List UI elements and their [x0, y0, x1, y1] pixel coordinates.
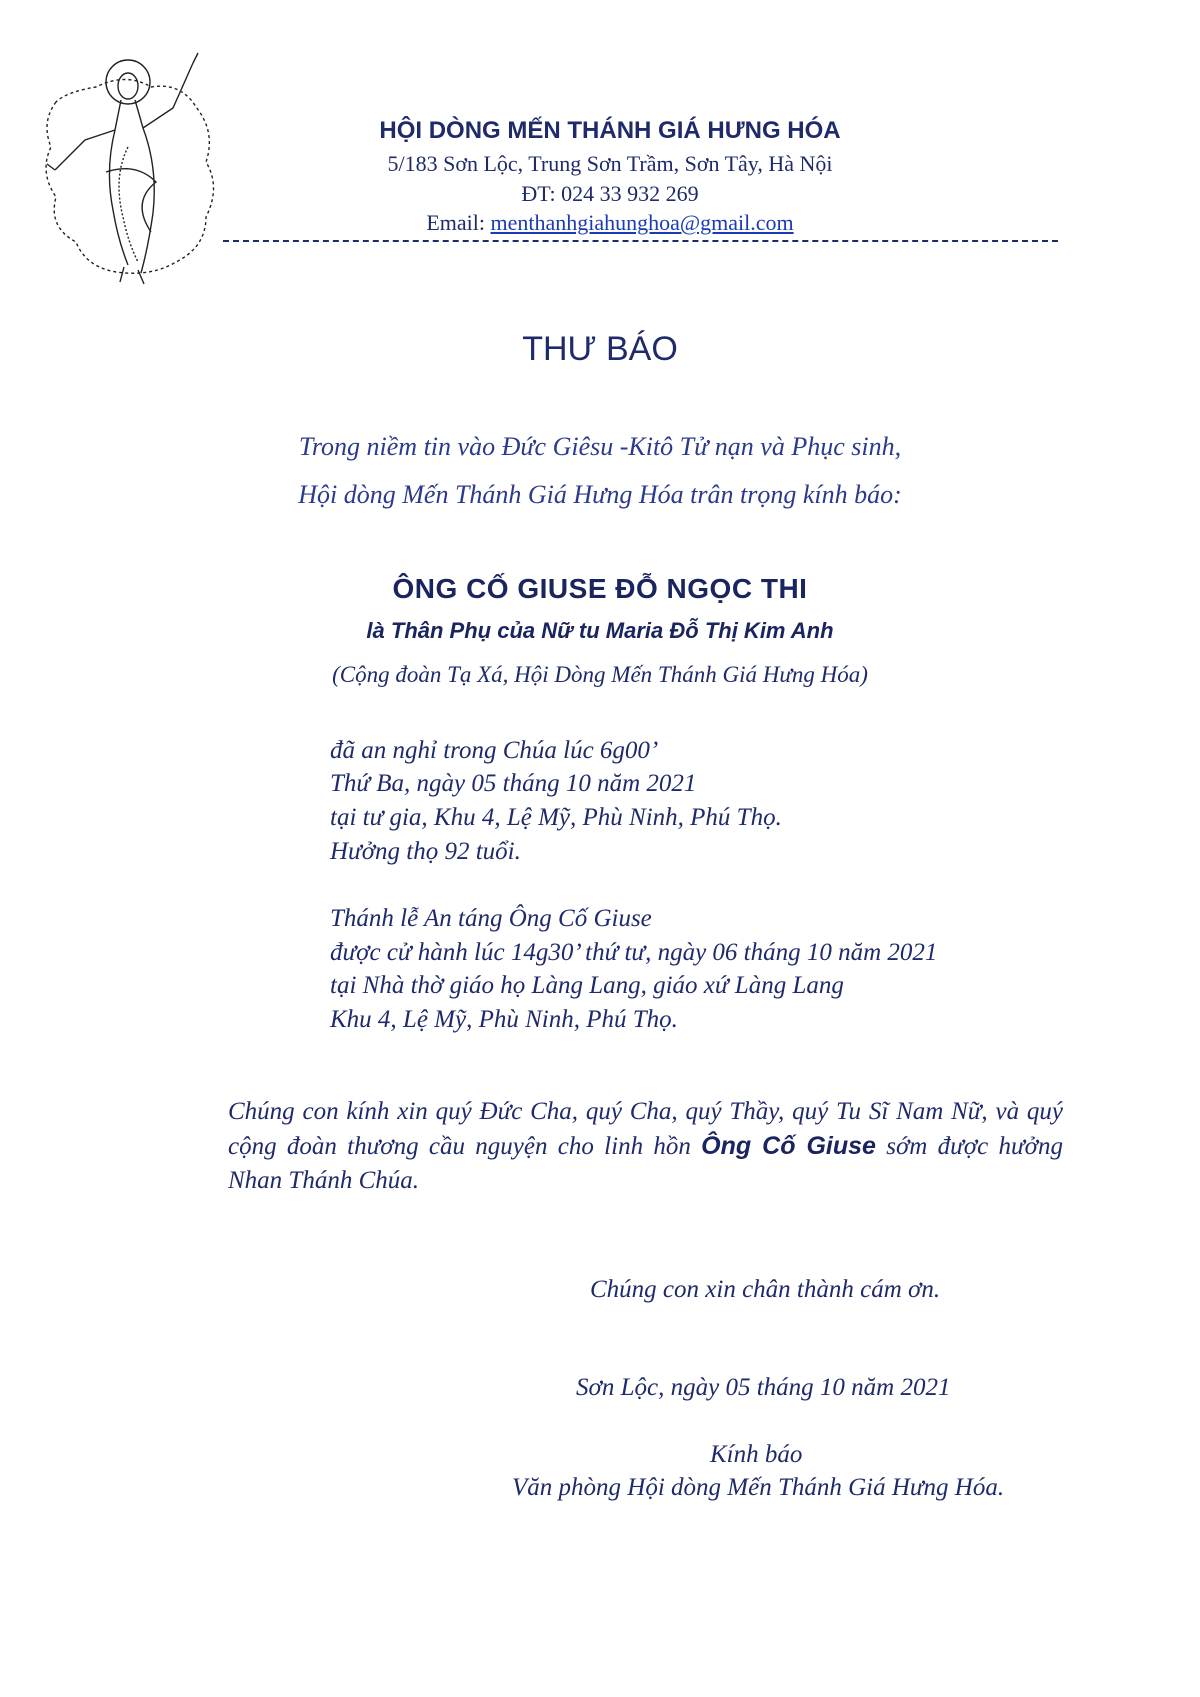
org-phone: ĐT: 024 33 932 269 — [521, 181, 699, 206]
place-date: Sơn Lộc, ngày 05 tháng 10 năm 2021 — [576, 1374, 951, 1401]
passing-line: Hưởng thọ 92 tuổi. — [330, 838, 521, 865]
email-label: Email: — [426, 210, 491, 235]
prayer-text-after: sớm được hưởng Nhan Thánh Chúa. — [228, 1133, 1063, 1194]
org-address: 5/183 Sơn Lộc, Trung Sơn Trầm, Sơn Tây, Hà Nội — [387, 151, 833, 176]
funeral-line: Thánh lễ An táng Ông Cố Giuse — [330, 905, 652, 932]
deceased-relation: là Thân Phụ của Nữ tu Maria Đỗ Thị Kim Anh — [366, 618, 834, 643]
risen-christ-icon — [36, 42, 216, 292]
funeral-line: Khu 4, Lệ Mỹ, Phù Ninh, Phú Thọ. — [330, 1006, 678, 1033]
org-name: HỘI DÒNG MẾN THÁNH GIÁ HƯNG HÓA — [379, 117, 841, 144]
passing-line: Thứ Ba, ngày 05 tháng 10 năm 2021 — [330, 770, 697, 797]
funeral-line: tại Nhà thờ giáo họ Làng Lang, giáo xứ Làng Lang — [330, 972, 844, 999]
prayer-request — [228, 1095, 1063, 1198]
community-note: (Cộng đoàn Tạ Xá, Hội Dòng Mến Thánh Giá Hưng Hóa) — [332, 662, 868, 687]
thanks-line: Chúng con xin chân thành cám ơn. — [590, 1276, 941, 1303]
passing-line: đã an nghỉ trong Chúa lúc 6g00’ — [330, 737, 659, 764]
closing-salutation: Kính báo — [710, 1441, 803, 1468]
prayer-text-before: Chúng con kính xin quý Đức Cha, quý Cha, quý Thầy, quý Tu Sĩ Nam Nữ, và quý cộng đoàn thương cầu nguyện cho linh hồn — [228, 1098, 1063, 1160]
funeral-line: được cử hành lúc 14g30’ thứ tư, ngày 06 tháng 10 năm 2021 — [330, 939, 938, 966]
prayer-name: Ông Cố Giuse — [701, 1132, 876, 1160]
page-title: THƯ BÁO — [522, 330, 678, 368]
deceased-name: ÔNG CỐ GIUSE ĐỖ NGỌC THI — [392, 573, 808, 604]
passing-line: tại tư gia, Khu 4, Lệ Mỹ, Phù Ninh, Phú Thọ. — [330, 804, 782, 831]
email-link[interactable]: menthanhgiahunghoa@gmail.com — [490, 210, 794, 235]
sender-office: Văn phòng Hội dòng Mến Thánh Giá Hưng Hóa. — [512, 1474, 1005, 1501]
header-divider — [223, 240, 1058, 242]
intro-line-2: Hội dòng Mến Thánh Giá Hưng Hóa trân trọng kính báo: — [298, 480, 902, 509]
org-email — [220, 210, 1000, 236]
intro-line-1: Trong niềm tin vào Đức Giêsu -Kitô Tử nạn và Phục sinh, — [298, 432, 902, 461]
